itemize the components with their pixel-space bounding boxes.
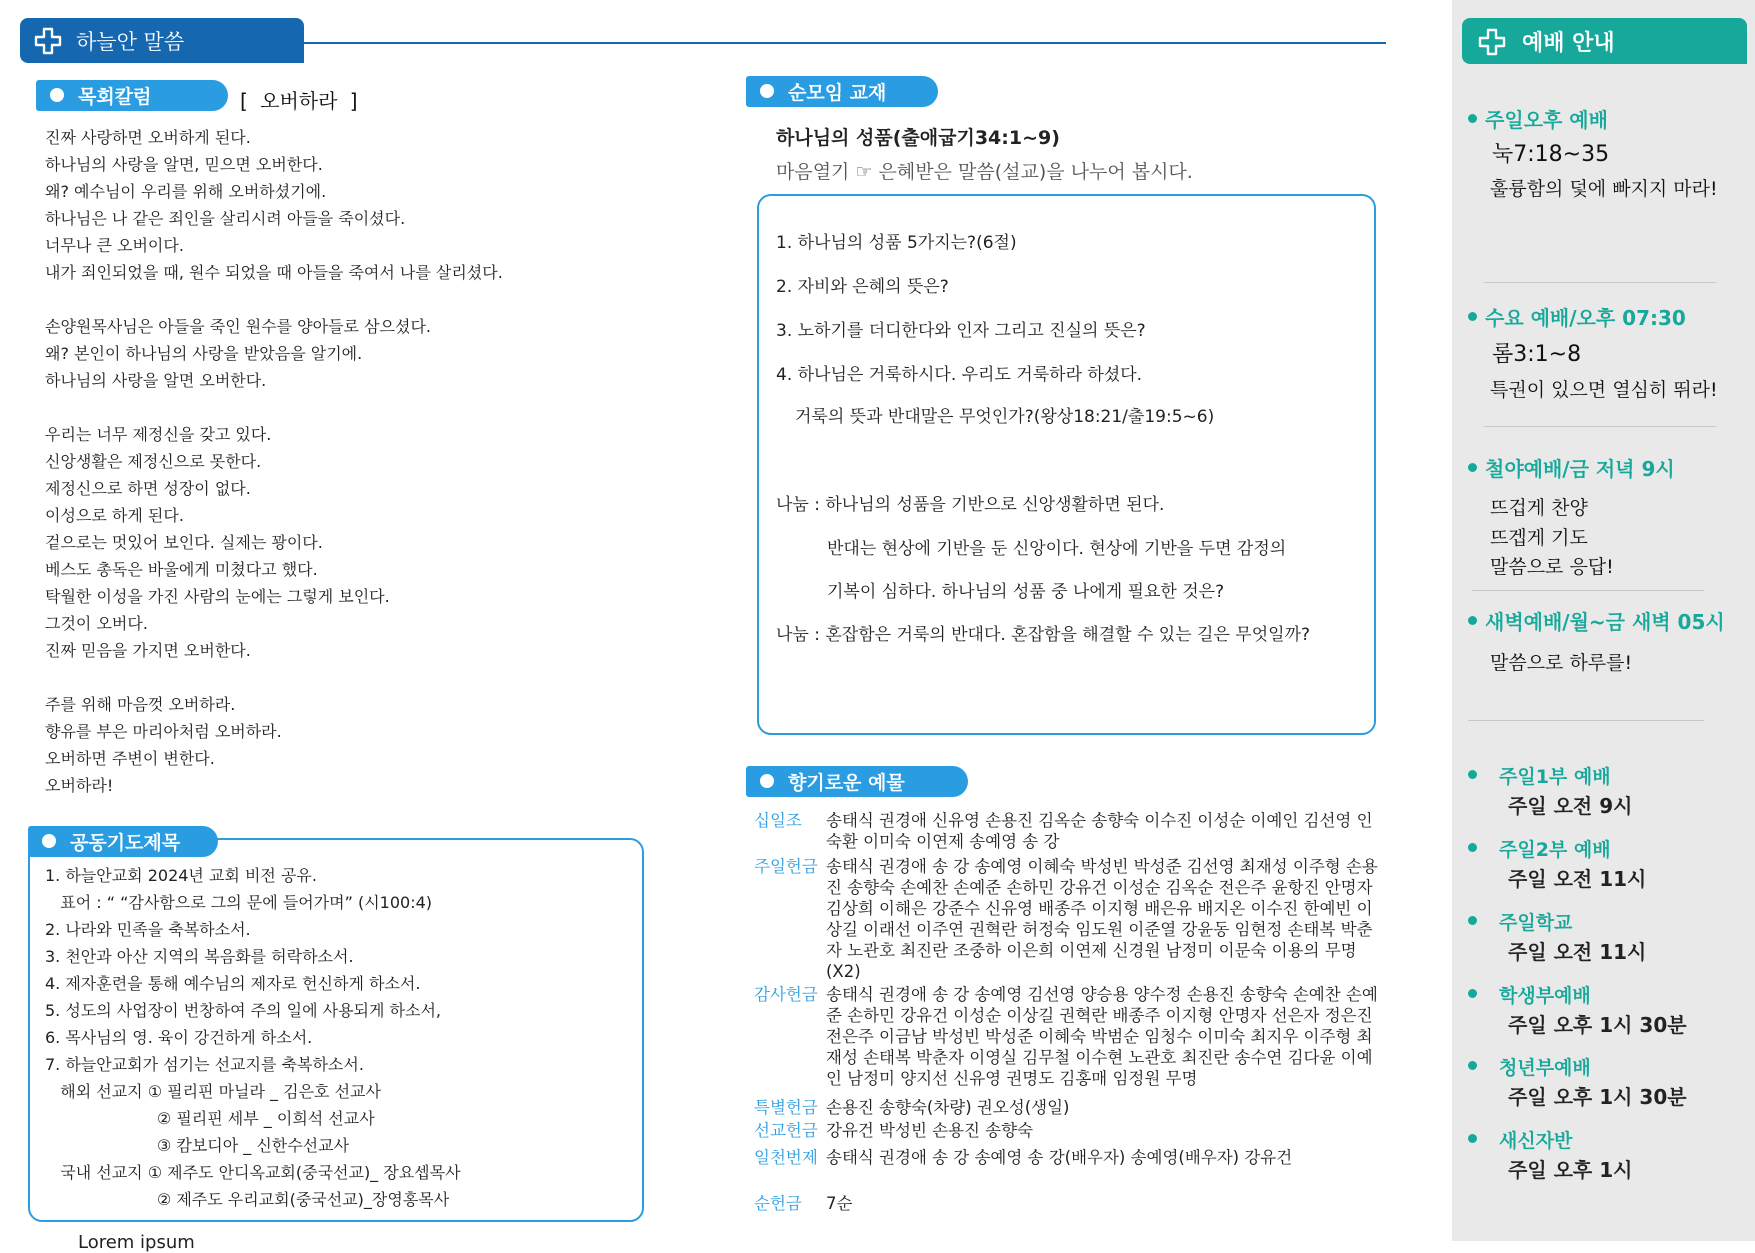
schedule-name: 새신자반 <box>1468 1126 1572 1153</box>
column-line: 그것이 오버다. <box>45 614 148 633</box>
schedule-name: 주일2부 예배 <box>1468 835 1611 862</box>
prayer-line: ③ 캄보디아 _ 신한수선교사 <box>45 1136 350 1155</box>
cross-icon <box>34 27 62 55</box>
column-label-text: 목회칼럼 <box>78 86 152 108</box>
column-line: 왜? 예수님이 우리를 위해 오버하셨기에. <box>45 182 327 201</box>
meeting-share: 나눔 : 혼잡함은 거룩의 반대다. 혼잡함을 해결할 수 있는 길은 무엇일까? <box>776 625 1311 645</box>
prayer-line: 1. 하늘안교회 2024년 교회 비전 공유. <box>45 866 317 885</box>
column-line: 하나님의 사랑을 알면 오버한다. <box>45 371 267 390</box>
column-body <box>45 124 503 799</box>
offering-names: 송태식 권경애 송 강 송예영 김선영 양승용 양수정 손용진 송향숙 손예찬 손예준 손하민 강유건 이성순 이상길 권혁란 배종주 이지형 안명자 선은자 정은진 전은주 이금남 박성빈 박성준 이혜숙 박범순 임청수 이미숙 최지우 이주형 최재성 손태복 박춘자 이영실 김무철 이수현 노관호 최진란 송수연 김다윤 이예인 남정미 양지선 신유영 권명도 김홍매 임정원 무명 <box>826 985 1378 1088</box>
offering-type: 감사헌금 <box>754 985 818 1004</box>
service-title: 새벽예배/월~금 새벽 05시 <box>1468 606 1725 635</box>
bullet-dot-icon <box>42 834 56 848</box>
offering-names: 송태식 권경애 신유영 손용진 김옥순 송향숙 이수진 이성순 이예인 김선영 인숙환 이미숙 이연제 송예영 송 강 <box>826 811 1373 851</box>
prayer-line: 해외 선교지 ① 필리핀 마닐라 _ 김은호 선교사 <box>45 1082 381 1101</box>
meeting-question: 거룩의 뜻과 반대말은 무엇인가?(왕상18:21/출19:5~6) <box>795 407 1215 427</box>
bullet-icon <box>1468 312 1477 321</box>
sidebar-title: 예배 안내 <box>1522 30 1615 56</box>
offering-type: 십일조 <box>754 811 802 830</box>
prayer-line: 7. 하늘안교회가 섬기는 선교지를 축복하소서. <box>45 1055 364 1074</box>
offering-type: 선교헌금 <box>754 1121 818 1140</box>
meeting-share: 기복이 심하다. 하나님의 성품 중 나에게 필요한 것은? <box>827 582 1225 602</box>
bullet-dot-icon <box>760 84 774 98</box>
footer-placeholder: Lorem ipsum <box>78 1232 195 1253</box>
column-line: 베스도 총독은 바울에게 미쳤다고 했다. <box>45 560 318 579</box>
column-line: 향유를 부은 마리아처럼 오버하라. <box>45 722 282 741</box>
divider <box>1484 426 1716 427</box>
prayer-line: 4. 제자훈련을 통해 예수님의 제자로 헌신하게 하소서. <box>45 974 421 993</box>
schedule-time: 주일 오후 1시 30분 <box>1508 1085 1687 1109</box>
prayer-line: 5. 성도의 사업장이 번창하여 주의 일에 사용되게 하소서, <box>45 1001 441 1020</box>
blank-line <box>45 286 503 313</box>
prayer-label-text: 공동기도제목 <box>70 832 181 854</box>
column-line: 제정신으로 하면 성장이 없다. <box>45 479 251 498</box>
column-title: [ 오버하라 ] <box>240 89 358 113</box>
schedule-name: 학생부예배 <box>1468 981 1591 1008</box>
divider <box>1472 590 1704 591</box>
bullet-dot-icon <box>50 88 64 102</box>
column-line: 하나님의 사랑을 알면, 믿으면 오버한다. <box>45 155 323 174</box>
prayer-body <box>45 862 461 1213</box>
column-line: 왜? 본인이 하나님의 사랑을 받았음을 알기에. <box>45 344 363 363</box>
column-line: 신앙생활은 제정신으로 못한다. <box>45 452 262 471</box>
bullet-icon <box>1468 843 1477 852</box>
schedule-name: 주일1부 예배 <box>1468 762 1611 789</box>
header-title-tab <box>20 18 304 63</box>
bullet-dot-icon <box>760 774 774 788</box>
column-line: 내가 죄인되었을 때, 원수 되었을 때 아들을 죽여서 나를 살리셨다. <box>45 263 503 282</box>
column-line: 겉으로는 멋있어 보인다. 실제는 꽝이다. <box>45 533 323 552</box>
blank-line <box>45 664 503 691</box>
column-line: 진짜 믿음을 가지면 오버한다. <box>45 641 251 660</box>
service-text: 뜨겝게 기도 <box>1490 527 1588 549</box>
service-title: 주일오후 예배 <box>1468 104 1608 133</box>
column-line: 하나님은 나 같은 죄인을 살리시려 아들을 죽이셨다. <box>45 209 406 228</box>
service-text: 특권이 있으면 열심히 뛰라! <box>1490 379 1718 401</box>
offering-names: 7순 <box>826 1194 853 1213</box>
offering-type: 일천번제 <box>754 1148 818 1167</box>
offering-names: 송태식 권경애 송 강 송예영 이혜숙 박성빈 박성준 김선영 최재성 이주형 손용진 송향숙 손예찬 손예준 손하민 강유건 이성순 김옥순 전은주 윤항진 안명자 김상희 이해은 강준수 신유영 배종주 이지형 배은유 배지온 이수진 한예빈 이상길 이래선 이주연 권혁란 허정숙 임도원 이준열 강윤동 임현정 손태복 박춘자 노관호 최진란 조중하 이은희 이연제 신경원 남정미 이문숙 이용의 무명(X2) <box>826 857 1378 981</box>
bullet-icon <box>1468 616 1477 625</box>
divider <box>1468 720 1704 721</box>
column-line: 오버하라! <box>45 776 114 795</box>
meeting-share: 반대는 현상에 기반을 둔 신앙이다. 현상에 기반을 두면 감정의 <box>827 539 1287 559</box>
bullet-icon <box>1468 1134 1477 1143</box>
bullet-icon <box>1468 114 1477 123</box>
meeting-label-text: 순모임 교재 <box>788 82 887 104</box>
prayer-label <box>28 826 218 857</box>
column-label <box>36 80 228 111</box>
bullet-icon <box>1468 463 1477 472</box>
column-line: 주를 위해 마음껏 오버하라. <box>45 695 236 714</box>
meeting-subtitle: 마음열기 ☞ 은혜받은 말씀(설교)을 나누어 봅시다. <box>776 161 1193 183</box>
bullet-icon <box>1468 1061 1477 1070</box>
header-title: 하늘안 말씀 <box>76 29 185 54</box>
bullet-icon <box>1468 916 1477 925</box>
prayer-line: 2. 나라와 민족을 축복하소서. <box>45 920 251 939</box>
service-title: 수요 예배/오후 07:30 <box>1468 302 1686 331</box>
meeting-question: 3. 노하기를 더디한다와 인자 그리고 진실의 뜻은? <box>776 321 1146 341</box>
prayer-line: 국내 선교지 ① 제주도 안디옥교회(중국선교)_ 장요셉목사 <box>45 1163 461 1182</box>
blank-line <box>45 394 503 421</box>
prayer-line: ② 필리핀 세부 _ 이희석 선교사 <box>45 1109 375 1128</box>
offerings-label-text: 향기로운 예물 <box>788 772 905 794</box>
service-text: 훌륭함의 덫에 빠지지 마라! <box>1490 178 1718 200</box>
bullet-icon <box>1468 770 1477 779</box>
column-line: 손양원목사님은 아들을 죽인 원수를 양아들로 삼으셨다. <box>45 317 432 336</box>
schedule-time: 주일 오전 11시 <box>1508 867 1647 891</box>
meeting-label <box>746 76 938 107</box>
schedule-time: 주일 오전 9시 <box>1508 794 1633 818</box>
service-passage: 눅7:18~35 <box>1492 142 1610 167</box>
schedule-time: 주일 오전 11시 <box>1508 940 1647 964</box>
prayer-line: 6. 목사님의 영. 육이 강건하게 하소서. <box>45 1028 313 1047</box>
service-text: 말씀으로 하루를! <box>1490 652 1633 674</box>
column-line: 탁월한 이성을 가진 사람의 눈에는 그렇게 보인다. <box>45 587 390 606</box>
offering-type: 순헌금 <box>754 1194 802 1213</box>
cross-icon <box>1478 28 1506 56</box>
column-line: 이성으로 하게 된다. <box>45 506 184 525</box>
prayer-line: 3. 천안과 아산 지역의 복음화를 허락하소서. <box>45 947 354 966</box>
prayer-line: 표어 : “ “감사함으로 그의 문에 들어가며” (시100:4) <box>45 893 433 912</box>
column-line: 우리는 너무 제정신을 갖고 있다. <box>45 425 272 444</box>
prayer-line: ② 제주도 우리교회(중국선교)_장영홍목사 <box>45 1190 450 1209</box>
service-title: 철야예배/금 저녁 9시 <box>1468 453 1675 482</box>
column-line: 오버하면 주변이 변한다. <box>45 749 215 768</box>
meeting-question: 2. 자비와 은혜의 뜻은? <box>776 277 949 297</box>
offering-type: 주일헌금 <box>754 857 818 876</box>
offerings-label <box>746 766 968 797</box>
offering-names: 강유건 박성빈 손용진 송향숙 <box>826 1121 1034 1140</box>
schedule-time: 주일 오후 1시 30분 <box>1508 1013 1687 1037</box>
schedule-name: 청년부예배 <box>1468 1053 1591 1080</box>
meeting-question: 4. 하나님은 거룩하시다. 우리도 거룩하라 하셨다. <box>776 365 1143 385</box>
bullet-icon <box>1468 989 1477 998</box>
divider <box>1484 282 1716 283</box>
column-line: 너무나 큰 오버이다. <box>45 236 184 255</box>
service-passage: 롬3:1~8 <box>1492 342 1582 367</box>
header-rule <box>300 42 1386 44</box>
offering-type: 특별헌금 <box>754 1098 818 1117</box>
offering-names: 손용진 송향숙(차량) 권오성(생일) <box>826 1098 1070 1117</box>
sidebar-title-tab <box>1462 18 1747 64</box>
service-text: 말씀으로 응답! <box>1490 556 1614 578</box>
meeting-question: 1. 하나님의 성품 5가지는?(6절) <box>776 233 1017 253</box>
service-text: 뜨겁게 찬양 <box>1490 497 1588 519</box>
offering-names: 송태식 권경애 송 강 송예영 송 강(배우자) 송예영(배우자) 강유건 <box>826 1148 1293 1167</box>
schedule-name: 주일학교 <box>1468 908 1572 935</box>
meeting-title: 하나님의 성품(출애굽기34:1~9) <box>776 127 1060 149</box>
schedule-time: 주일 오후 1시 <box>1508 1158 1633 1182</box>
meeting-share: 나눔 : 하나님의 성품을 기반으로 신앙생활하면 된다. <box>776 495 1165 515</box>
column-line: 진짜 사랑하면 오버하게 된다. <box>45 128 251 147</box>
